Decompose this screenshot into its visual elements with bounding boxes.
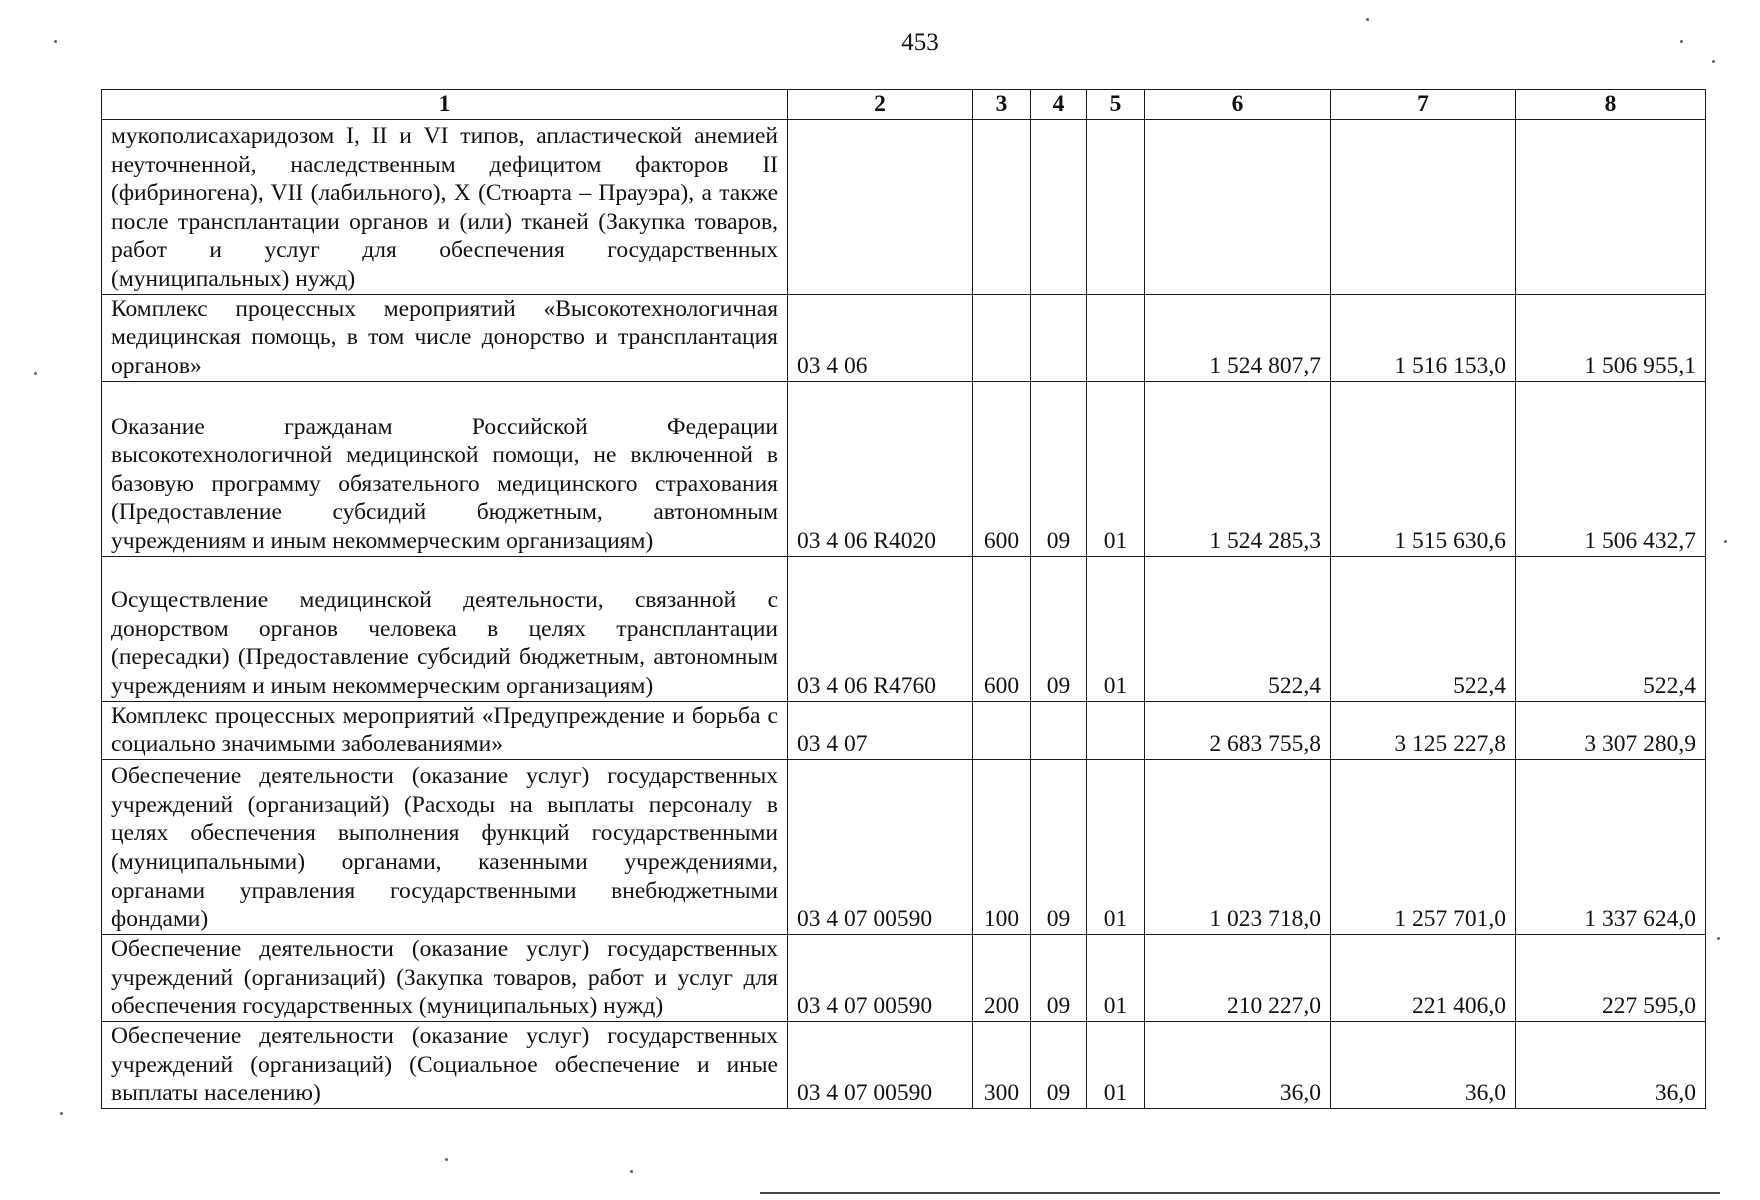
row-code	[788, 119, 973, 294]
row-expense-type: 100	[973, 759, 1031, 934]
header-row	[102, 90, 1706, 120]
row-value-col7: 1 257 701,0	[1331, 759, 1516, 934]
row-section: 09	[1031, 1021, 1087, 1108]
row-value-col7: 3 125 227,8	[1331, 701, 1516, 759]
scan-speck	[60, 1112, 63, 1115]
row-value-col6: 1 524 285,3	[1145, 381, 1331, 556]
row-value-col6	[1145, 119, 1331, 294]
scan-speck	[1366, 18, 1369, 21]
row-value-col7: 1 515 630,6	[1331, 381, 1516, 556]
row-expense-type: 300	[973, 1021, 1031, 1108]
row-value-col6: 1 524 807,7	[1145, 294, 1331, 381]
row-description: Осуществление медицинской деятельности, связанной с донорством органов человека в целях трансплантации (пересадки) (Предоставление субсидий бюджетным, автономным учреждениям и иным некоммерческим организациям)	[102, 556, 788, 701]
row-code: 03 4 06 R4020	[788, 381, 973, 556]
row-value-col6: 2 683 755,8	[1145, 701, 1331, 759]
row-subsection	[1087, 119, 1145, 294]
row-subsection	[1087, 294, 1145, 381]
row-section: 09	[1031, 381, 1087, 556]
row-description: Обеспечение деятельности (оказание услуг) государственных учреждений (организаций) (Расходы на выплаты персоналу в целях обеспечения выполнения функций государственными (муниципальными) органами, казенными учреждениями, органами управления государственными внебюджетными фондами)	[102, 759, 788, 934]
header-col-3: 3	[973, 90, 1031, 120]
table-row	[102, 934, 1706, 1021]
table-row	[102, 556, 1706, 701]
row-section	[1031, 119, 1087, 294]
scan-speck	[1712, 60, 1715, 63]
scan-speck	[445, 1158, 448, 1161]
table-row	[102, 119, 1706, 294]
header-col-8: 8	[1516, 90, 1706, 120]
row-expense-type: 600	[973, 556, 1031, 701]
row-expense-type	[973, 119, 1031, 294]
row-code: 03 4 07 00590	[788, 1021, 973, 1108]
row-value-col7: 36,0	[1331, 1021, 1516, 1108]
header-col-2: 2	[788, 90, 973, 120]
row-section: 09	[1031, 934, 1087, 1021]
row-value-col6: 36,0	[1145, 1021, 1331, 1108]
row-value-col8	[1516, 119, 1706, 294]
row-value-col6: 522,4	[1145, 556, 1331, 701]
table-row	[102, 759, 1706, 934]
row-value-col6: 1 023 718,0	[1145, 759, 1331, 934]
row-value-col8: 3 307 280,9	[1516, 701, 1706, 759]
row-expense-type	[973, 294, 1031, 381]
row-code: 03 4 07 00590	[788, 934, 973, 1021]
row-value-col7	[1331, 119, 1516, 294]
row-section	[1031, 294, 1087, 381]
scan-speck	[1680, 40, 1683, 43]
row-subsection: 01	[1087, 1021, 1145, 1108]
row-value-col8: 1 337 624,0	[1516, 759, 1706, 934]
row-value-col7: 1 516 153,0	[1331, 294, 1516, 381]
row-value-col8: 36,0	[1516, 1021, 1706, 1108]
row-code: 03 4 07	[788, 701, 973, 759]
row-value-col6: 210 227,0	[1145, 934, 1331, 1021]
row-code: 03 4 07 00590	[788, 759, 973, 934]
scan-speck	[54, 40, 57, 43]
row-expense-type: 600	[973, 381, 1031, 556]
table-row	[102, 1021, 1706, 1108]
row-value-col7: 522,4	[1331, 556, 1516, 701]
scan-speck	[34, 372, 37, 375]
row-expense-type: 200	[973, 934, 1031, 1021]
row-value-col8: 1 506 432,7	[1516, 381, 1706, 556]
header-col-5: 5	[1087, 90, 1145, 120]
row-description: Комплекс процессных мероприятий «Предупреждение и борьба с социально значимыми заболеваниями»	[102, 701, 788, 759]
row-subsection: 01	[1087, 381, 1145, 556]
header-col-7: 7	[1331, 90, 1516, 120]
scan-speck	[630, 1170, 633, 1173]
row-expense-type	[973, 701, 1031, 759]
table-row	[102, 381, 1706, 556]
row-subsection	[1087, 701, 1145, 759]
row-subsection: 01	[1087, 759, 1145, 934]
row-description: Комплекс процессных мероприятий «Высокотехнологичная медицинская помощь, в том числе донорство и трансплантация органов»	[102, 294, 788, 381]
scan-edge-rule	[760, 1192, 1720, 1194]
row-section: 09	[1031, 556, 1087, 701]
budget-table	[101, 89, 1706, 1109]
row-description: Обеспечение деятельности (оказание услуг) государственных учреждений (организаций) (Закупка товаров, работ и услуг для обеспечения государственных (муниципальных) нужд)	[102, 934, 788, 1021]
row-section: 09	[1031, 759, 1087, 934]
header-col-4: 4	[1031, 90, 1087, 120]
table-row	[102, 701, 1706, 759]
row-subsection: 01	[1087, 934, 1145, 1021]
row-value-col8: 1 506 955,1	[1516, 294, 1706, 381]
header-col-1: 1	[102, 90, 788, 120]
row-value-col7: 221 406,0	[1331, 934, 1516, 1021]
row-description: мукополисахаридозом I, II и VI типов, апластической анемией неуточненной, наследственным дефицитом факторов II (фибриногена), VII (лабильного), X (Стюарта – Прауэра), а также после трансплантации органов и (или) тканей (Закупка товаров, работ и услуг для обеспечения государственных (муниципальных) нужд)	[102, 119, 788, 294]
header-col-6: 6	[1145, 90, 1331, 120]
page-number: 453	[901, 29, 939, 56]
scan-speck	[1724, 540, 1727, 543]
scan-speck	[1717, 937, 1720, 940]
row-code: 03 4 06	[788, 294, 973, 381]
row-code: 03 4 06 R4760	[788, 556, 973, 701]
row-description: Оказание гражданам Российской Федерации высокотехнологичной медицинской помощи, не включенной в базовую программу обязательного медицинского страхования (Предоставление субсидий бюджетным, автономным учреждениям и иным некоммерческим организациям)	[102, 381, 788, 556]
table-row	[102, 294, 1706, 381]
row-value-col8: 227 595,0	[1516, 934, 1706, 1021]
row-section	[1031, 701, 1087, 759]
row-description: Обеспечение деятельности (оказание услуг) государственных учреждений (организаций) (Социальное обеспечение и иные выплаты населению)	[102, 1021, 788, 1108]
row-value-col8: 522,4	[1516, 556, 1706, 701]
row-subsection: 01	[1087, 556, 1145, 701]
